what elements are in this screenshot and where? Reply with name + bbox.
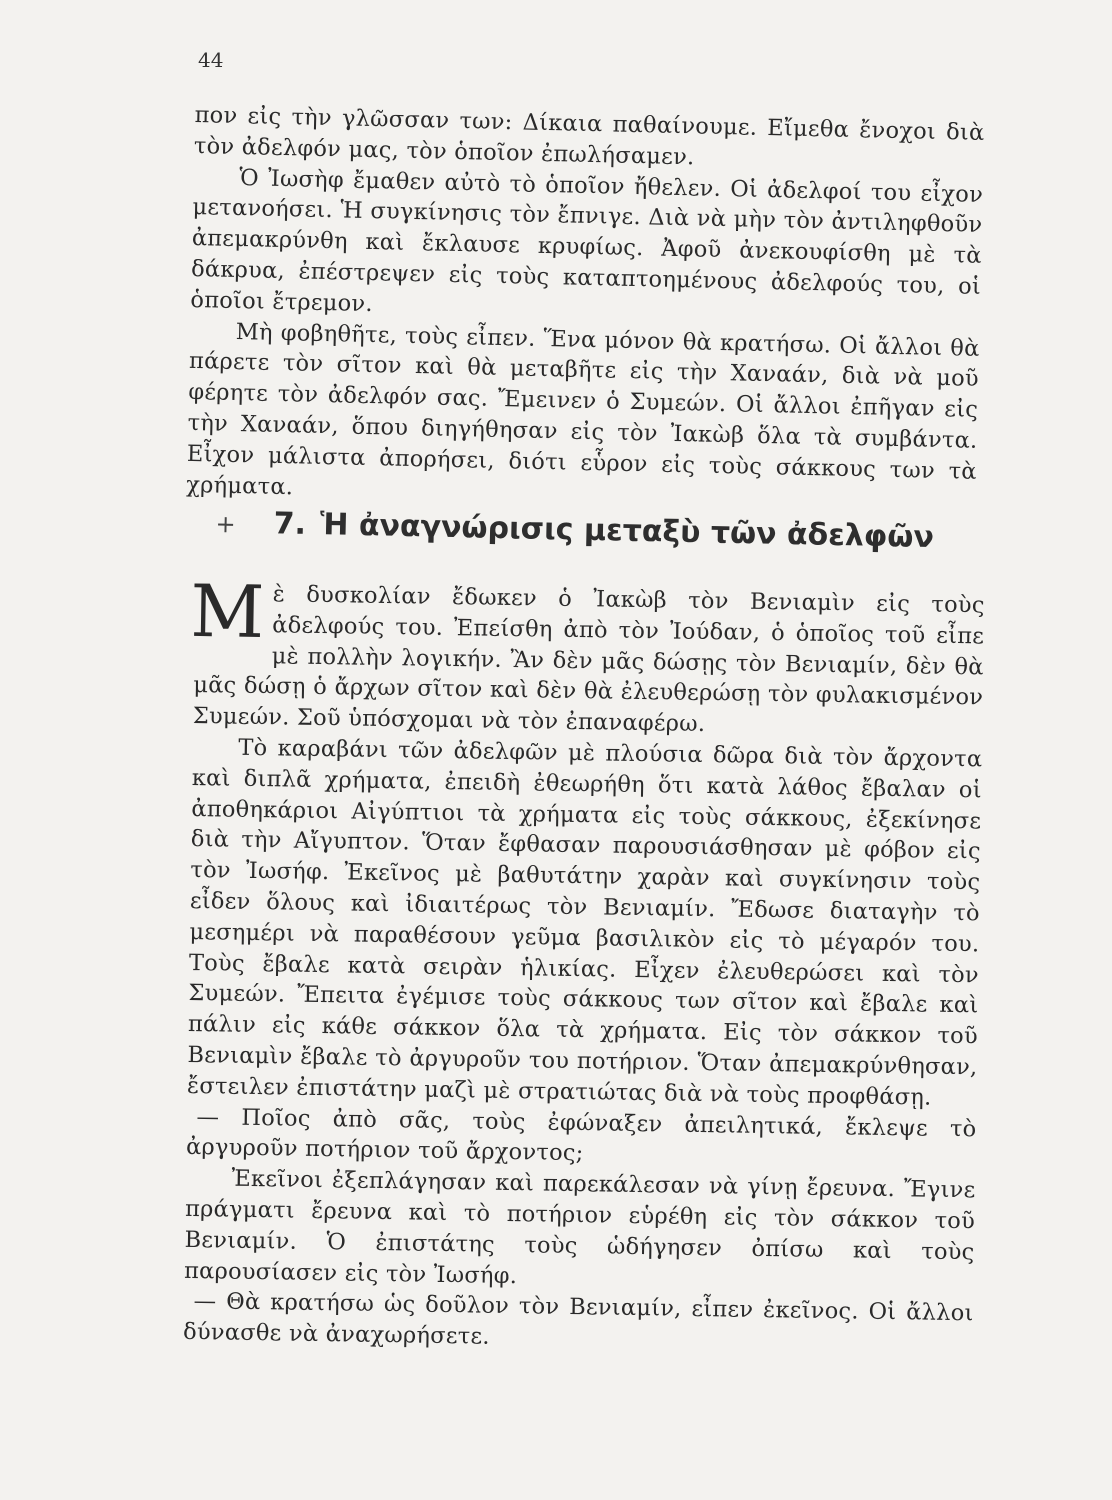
text-block-section xyxy=(182,568,985,1360)
paragraph: Ὁ Ἰωσὴφ ἔμαθεν αὐτὸ τὸ ὁποῖον ἤθελεν. Οἱ ἀδελφοί του εἶχον μετανοήσει. Ἡ συγκίνησις τὸν ἔπνιγε. Διὰ νὰ μὴν τὸν ἀντιληφθοῦν ἀπεμακρύνθη καὶ ἔκλαυσε κρυφίως. Ἀφοῦ ἀνεκουφίσθη μὲ τὰ δάκρυα, ἐπέστρεψεν εἰς τοὺς καταπτοημένους ἀδελφούς του, οἱ ὁποῖοι ἔτρεμον. xyxy=(190,164,984,317)
paragraph xyxy=(189,568,985,744)
section-number: 7. xyxy=(273,506,307,542)
paragraph: Μὴ φοβηθῆτε, τοὺς εἶπεν. Ἕνα μόνον θὰ κρατήσω. Οἱ ἄλλοι θὰ πάρετε τὸν σῖτον καὶ θὰ μεταβῆτε εἰς τὴν Χαναάν, διὰ νὰ μοῦ φέρητε τὸν ἀδελφόν σας. Ἔμεινεν ὁ Συμεών. Οἱ ἄλλοι ἐπῆγαν εἰς τὴν Χαναάν, ὅπου διηγήθησαν εἰς τὸν Ἰακὼβ ὅλα τὰ συμβάντα. Εἶχον μάλιστα ἀπορήσει, διότι εὗρον εἰς τοὺς σάκκους των τὰ χρήματα. xyxy=(185,318,980,500)
page-number: 44 xyxy=(198,48,224,72)
paragraph: πον εἰς τὴν γλῶσσαν των: Δίκαια παθαίνουμε. Εἴμεθα ἔνοχοι διὰ τὸν ἀδελφόν μας, τὸν ὁποῖον ἐπωλήσαμεν. xyxy=(193,101,985,171)
section-title: Ἡ ἀναγνώρισις μεταξὺ τῶν ἀδελφῶν xyxy=(319,507,935,556)
paragraph: Ἐκεῖνοι ἐξεπλάγησαν καὶ παρεκάλεσαν νὰ γίνῃ ἔρευνα. Ἔγινε πράγματι ἔρευνα καὶ τὸ ποτήριον εὑρέθη εἰς τὸν σάκκον τοῦ Βενιαμίν. Ὁ ἐπιστάτης τοὺς ὡδήγησεν ὀπίσω καὶ τοὺς παρουσίασεν εἰς τὸν Ἰωσήφ. xyxy=(183,1165,976,1289)
margin-mark: + xyxy=(215,509,237,539)
text-block-top xyxy=(186,100,985,518)
paragraph: Τὸ καραβάνι τῶν ἀδελφῶν μὲ πλούσια δῶρα διὰ τὸν ἄρχοντα καὶ διπλᾶ χρήματα, ἐπειδὴ ἐθεωρήθη ὅτι κατὰ λάθος ἔβαλαν οἱ ἀποθηκάριοι Αἰγύπτιοι τὰ χρήματα εἰς τοὺς σάκκους, ἐξεκίνησε διὰ τὴν Αἴγυπτον. Ὅταν ἔφθασαν παρουσιάσθησαν μὲ φόβον εἰς τὸν Ἰωσήφ. Ἐκεῖνος μὲ βαθυτάτην χαρὰν καὶ συγκίνησιν τοὺς εἶδεν ὅλους καὶ ἰδιαιτέρως τὸν Βενιαμίν. Ἔδωσε διαταγὴν τὸ μεσημέρι νὰ παραθέσουν γεῦμα βασιλικὸν εἰς τὸ μέγαρόν του. Τοὺς ἔβαλε κατὰ σειρὰν ἡλικίας. Εἶχεν ἐλευθερώσει καὶ τὸν Συμεών. Ἔπειτα ἐγέμισε τοὺς σάκκους των σῖτον καὶ ἔβαλε καὶ πάλιν εἰς κάθε σάκκον ὅλα τὰ χρήματα. Εἰς τὸν σάκκον τοῦ Βενιαμὶν ἔβαλε τὸ ἀργυροῦν του ποτήριον. Ὅταν ἀπεμακρύνθησαν, ἔστειλεν ἐπιστάτην μαζὶ μὲ στρατιώτας διὰ νὰ τοὺς προφθάσῃ. xyxy=(186,734,983,1111)
dialogue-line: — Θὰ κρατήσω ὡς δοῦλον τὸν Βενιαμίν, εἶπεν ἐκεῖνος. Οἱ ἄλλοι δύνασθε νὰ ἀναχωρήσετε. xyxy=(182,1288,974,1350)
dialogue-line: — Ποῖος ἀπὸ σᾶς, τοὺς ἐφώναξεν ἀπειλητικά, ἔκλεψε τὸ ἀργυροῦν ποτήριον τοῦ ἄρχοντος; xyxy=(185,1103,977,1167)
paragraph-text: ὲ δυσκολίαν ἔδωκεν ὁ Ἰακὼβ τὸν Βενιαμὶν εἰς τοὺς ἀδελφούς του. Ἐπείσθη ἀπὸ τὸν Ἰούδαν, ὁ ὁποῖος τοῦ εἶπε μὲ πολλὴν λογικήν. Ἂν δὲν μᾶς δώσῃς τὸν Βενιαμίν, δὲν θὰ μᾶς δώσῃ ὁ ἄρχων σῖτον καὶ δὲν θὰ ἐλευθερώσῃ τὸν φυλακισμένον Συμεών. Σοῦ ὑπόσχομαι νὰ τὸν ἐπαναφέρω. xyxy=(192,581,985,738)
drop-cap: Μ xyxy=(189,568,266,655)
